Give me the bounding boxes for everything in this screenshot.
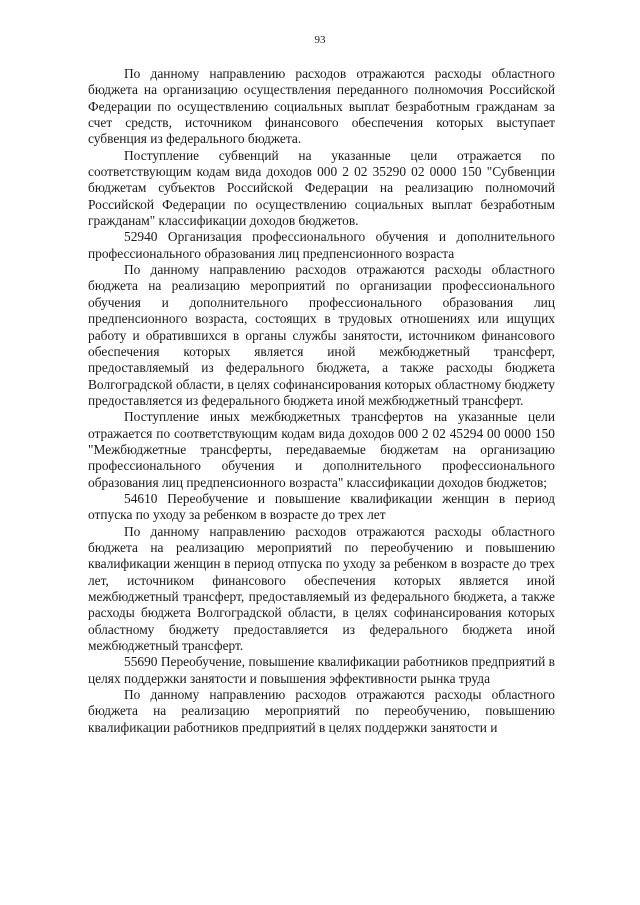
heading-52940: 52940 Организация профессионального обучения и дополнительного профессионального образования лиц предпенсионного возраста xyxy=(88,229,555,261)
paragraph-women-retraining-expenses: По данному направлению расходов отражаются расходы областного бюджета на реализацию мероприятий по переобучению и повышению квалификации женщин в период отпуска по уходу за ребенком в возрасте до трех лет, источником финансового обеспечения которых является иной межбюджетный трансферт, предоставляемый из федерального бюджета, а также расходы бюджета Волгоградской области, в целях софинансирования которых областному бюджету предоставляется из федерального бюджета иной межбюджетный трансферт. xyxy=(88,523,555,654)
document-body xyxy=(88,66,555,736)
heading-55690: 55690 Переобучение, повышение квалификации работников предприятий в целях поддержки занятости и повышения эффективности рынка труда xyxy=(88,654,555,686)
page-number: 93 xyxy=(314,34,326,46)
paragraph-pre-retirement-training-expenses: По данному направлению расходов отражаются расходы областного бюджета на реализацию мероприятий по организации профессионального обучения и дополнительного профессионального образования лиц предпенсионного возраста, состоящих в трудовых отношениях или ищущих работу и обратившихся в органы службы занятости, источником финансового обеспечения которых является иной межбюджетный трансферт, предоставляемый из федерального бюджета, а также расходы бюджета Волгоградской области, в целях софинансирования которых областному бюджету предоставляется из федерального бюджета иной межбюджетный трансферт. xyxy=(88,262,555,408)
paragraph-social-payments-expenses: По данному направлению расходов отражаются расходы областного бюджета на организацию осуществления переданного полномочия Российской Федерации по осуществлению социальных выплат безработным гражданам за счет средств, источником финансового обеспечения которых выступает субвенция из федерального бюджета. xyxy=(88,66,555,147)
paragraph-workers-retraining-expenses: По данному направлению расходов отражаются расходы областного бюджета на реализацию мероприятий по переобучению, повышению квалификации работников предприятий в целях поддержки занятости и xyxy=(88,687,555,735)
heading-54610: 54610 Переобучение и повышение квалификации женщин в период отпуска по уходу за ребенком в возрасте до трех лет xyxy=(88,490,555,523)
paragraph-subvention-income-codes: Поступление субвенций на указанные цели отражается по соответствующим кодам вида доходов 000 2 02 35290 02 0000 150 "Субвенции бюджетам субъектов Российской Федерации на реализацию полномочий Российской Федерации по осуществлению социальных выплат безработным гражданам" классификации доходов бюджетов. xyxy=(88,147,555,229)
paragraph-interbudget-transfer-income-codes: Поступление иных межбюджетных трансфертов на указанные цели отражается по соответствующим кодам вида доходов 000 2 02 45294 00 0000 150 "Межбюджетные трансферты, передаваемые бюджетам на организацию профессионального обучения и дополнительного профессионального образования лиц предпенсионного возраста" классификации доходов бюджетов; xyxy=(88,409,555,490)
